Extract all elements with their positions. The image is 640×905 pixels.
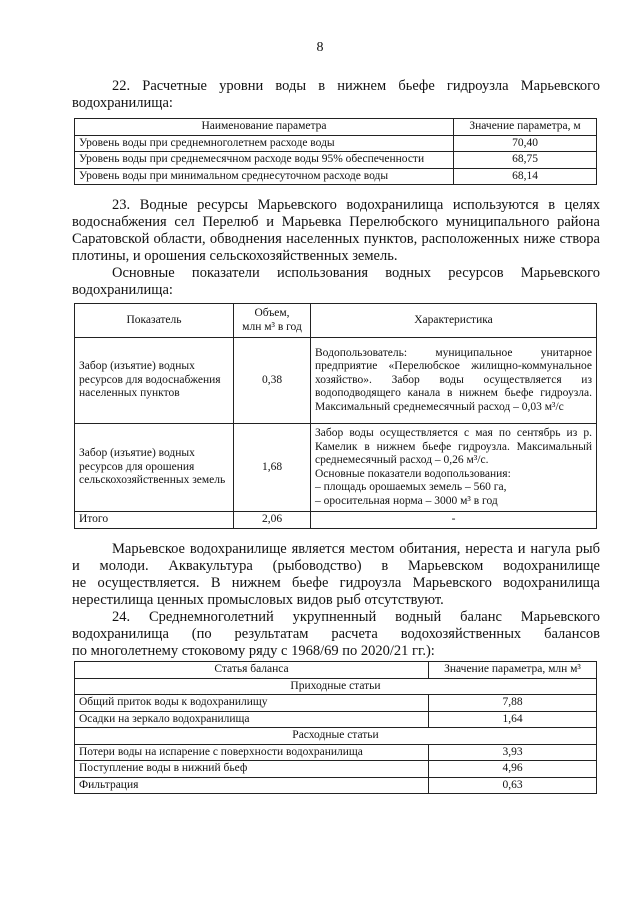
- section-23-line: плотины, и орошения сельскохозяйственных земель.: [72, 248, 398, 264]
- table-cell: 1,68: [234, 424, 311, 512]
- section-23-line: 23. Водные ресурсы Марьевского водохранилища используются в целях: [112, 197, 600, 213]
- table-header-row: [75, 662, 597, 679]
- table-header-cell: Характеристика: [311, 304, 597, 338]
- table-header-cell: Наименование параметра: [75, 119, 454, 136]
- section-23-line: водоснабжения сел Перелюб и Марьевка Перелюбского муниципального района: [72, 214, 600, 230]
- section-24-line: водохранилища (по результатам расчета водохозяйственных балансов: [72, 626, 600, 642]
- table-cell: [311, 424, 597, 512]
- table-cell: Уровень воды при среднемесячном расходе воды 95% обеспеченности: [75, 152, 454, 169]
- expense-section-title: Расходные статьи: [75, 728, 597, 745]
- table-row: [75, 152, 597, 169]
- table-cell: Фильтрация: [75, 777, 429, 794]
- section-22-line: 22. Расчетные уровни воды в нижнем бьефе гидроузла Марьевского: [112, 78, 600, 94]
- table-section-row: [75, 678, 597, 695]
- table-cell: 70,40: [454, 135, 597, 152]
- table-cell: 0,63: [429, 777, 597, 794]
- table-cell: 3,93: [429, 744, 597, 761]
- table-row: [75, 711, 597, 728]
- table-header-row: [75, 304, 597, 338]
- table-cell: 7,88: [429, 695, 597, 712]
- table-cell: Уровень воды при среднемноголетнем расходе воды: [75, 135, 454, 152]
- table-cell: 68,14: [454, 168, 597, 185]
- indicators-line: Основные показатели использования водных ресурсов Марьевского: [112, 265, 600, 281]
- table-header-cell: Показатель: [75, 304, 234, 338]
- desc-line: Основные показатели водопользования:: [315, 467, 511, 480]
- table-header-cell: Статья баланса: [75, 662, 429, 679]
- table-cell: Осадки на зеркало водохранилища: [75, 711, 429, 728]
- indicators-line: водохранилища:: [72, 282, 173, 298]
- desc-line: – оросительная норма – 3000 м³ в год: [315, 494, 498, 507]
- table-cell: 68,75: [454, 152, 597, 169]
- section-24-line: 24. Среднемноголетний укрупненный водный баланс Марьевского: [112, 609, 600, 625]
- desc-line: – площадь орошаемых земель – 560 га,: [315, 481, 507, 493]
- fish-line: Марьевское водохранилище является местом обитания, нереста и нагула рыб: [112, 541, 600, 557]
- table-cell: Водопользователь: муниципальное унитарное предприятие «Перелюбское жилищно-коммунальное хозяйство». Забор воды осуществляется из водоподводящего канала в нижнем бьефе гидроузла. Максимальный среднемесячный расход – 0,03 м³/с: [311, 338, 597, 424]
- table-cell: 4,96: [429, 761, 597, 778]
- table-row: [75, 695, 597, 712]
- table-cell: -: [311, 512, 597, 529]
- water-use-table: [74, 303, 597, 529]
- table-section-row: [75, 728, 597, 745]
- fish-line: нерестилища ценных промысловых видов рыб отсутствуют.: [72, 592, 444, 608]
- table-cell: 1,64: [429, 711, 597, 728]
- fish-paragraph: [72, 541, 600, 609]
- section-22-paragraph: [72, 78, 600, 112]
- table-cell: Итого: [75, 512, 234, 529]
- section-24-paragraph: [72, 609, 600, 660]
- indicators-paragraph: [72, 265, 600, 299]
- table-header-row: [75, 119, 597, 136]
- table-total-row: [75, 512, 597, 529]
- page-number: 8: [316, 40, 324, 55]
- table-cell: Забор (изъятие) водных ресурсов для орошения сельскохозяйственных земель: [75, 424, 234, 512]
- table-header-cell: Значение параметра, м: [454, 119, 597, 136]
- water-levels-table: [74, 118, 597, 185]
- table-header-cell: [234, 304, 311, 338]
- section-24-line: по многолетнему стоковому ряду с 1968/69 по 2020/21 гг.):: [72, 643, 435, 659]
- table-cell: 0,38: [234, 338, 311, 424]
- table-cell: Поступление воды в нижний бьеф: [75, 761, 429, 778]
- header-volume-line: Объем,: [254, 307, 290, 319]
- table-row: [75, 168, 597, 185]
- table-row: [75, 135, 597, 152]
- table-cell: Общий приток воды к водохранилищу: [75, 695, 429, 712]
- table-row: [75, 744, 597, 761]
- table-header-cell: Значение параметра, млн м³: [429, 662, 597, 679]
- table-cell: Потери воды на испарение с поверхности водохранилища: [75, 744, 429, 761]
- section-23-paragraph: [72, 197, 600, 265]
- desc-line: Забор воды осуществляется с мая по сентябрь из р. Камелик в нижнем бьефе гидроузла. Максимальный среднемесячный расход – 0,26 м³/с.: [315, 427, 592, 466]
- table-cell: Уровень воды при минимальном среднесуточном расходе воды: [75, 168, 454, 185]
- income-section-title: Приходные статьи: [75, 678, 597, 695]
- table-cell: Забор (изъятие) водных ресурсов для водоснабжения населенных пунктов: [75, 338, 234, 424]
- table-cell: 2,06: [234, 512, 311, 529]
- table-row: [75, 424, 597, 512]
- header-volume-line: млн м³ в год: [242, 320, 302, 333]
- section-22-line: водохранилища:: [72, 95, 173, 111]
- table-row: [75, 338, 597, 424]
- fish-line: не осуществляется. В нижнем бьефе гидроузла Марьевского водохранилища: [72, 575, 600, 591]
- table-row: [75, 761, 597, 778]
- fish-line: и молоди. Аквакультура (рыбоводство) в Марьевском водохранилище: [72, 558, 600, 574]
- water-balance-table: [74, 661, 597, 794]
- table-row: [75, 777, 597, 794]
- section-23-line: Саратовской области, обводнения населенных пунктов, расположенных ниже створа: [72, 231, 600, 247]
